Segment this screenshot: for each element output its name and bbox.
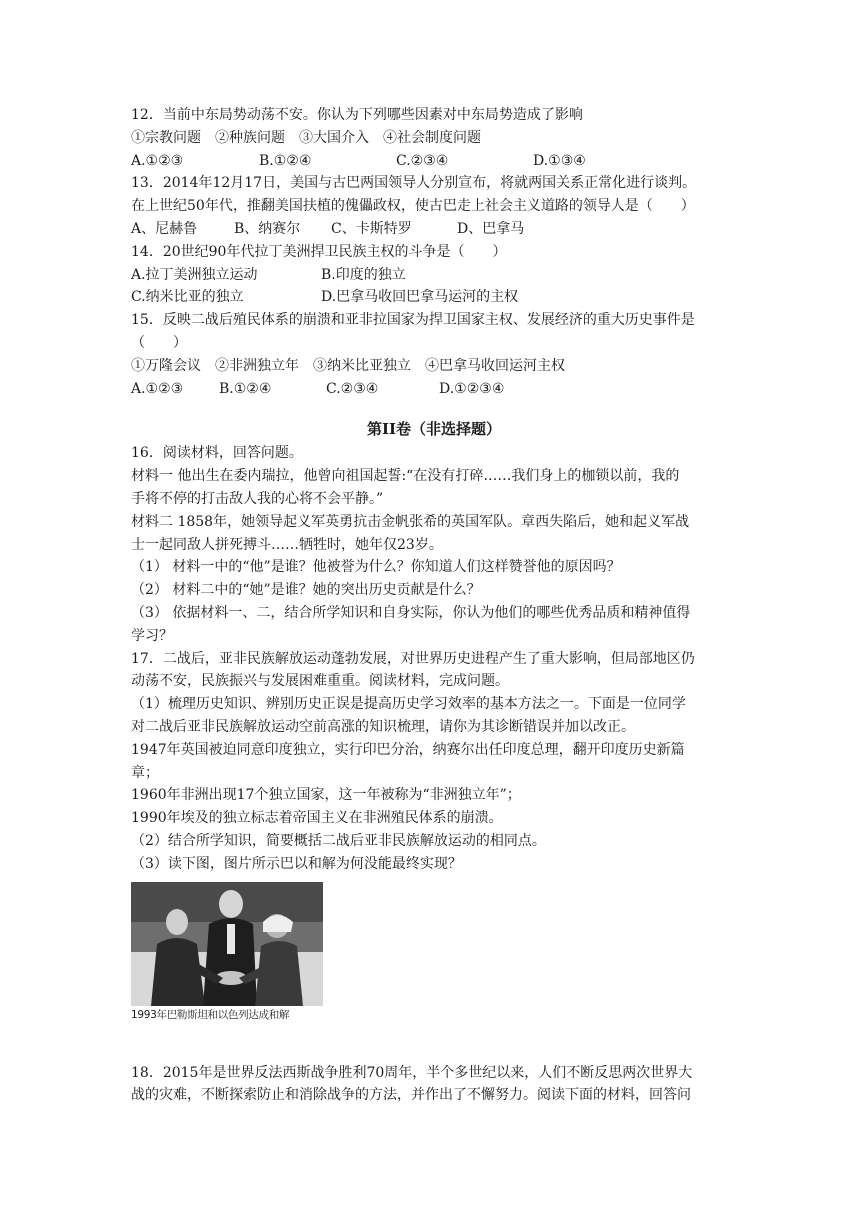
section-2-title: 第II卷（非选择题）: [366, 420, 502, 439]
question-16: [131, 442, 737, 647]
question-17-sub-2: （2）结合所学知识，简要概括二战后亚非民族解放运动的相同点。: [131, 832, 546, 849]
question-16-sub-3-line-1: （3） 依据材料一、二，结合所学知识和自身实际，你认为他们的哪些优秀品质和精神值得: [131, 604, 691, 621]
question-12-items: ①宗教问题 ②种族问题 ③大国介入 ④社会制度问题: [131, 129, 481, 146]
question-14-stem: 14．20世纪90年代拉丁美洲捍卫民族主权的斗争是（ ）: [131, 243, 507, 260]
material-1-line-1: 材料一 他出生在委内瑞拉，他曾向祖国起誓:“在没有打碎……我们身上的枷锁以前，我的: [131, 468, 680, 485]
option-a: A、尼赫鲁: [131, 220, 198, 237]
question-17-passage-1-line-2: 章；: [131, 764, 159, 781]
photo-caption: 1993年巴勒斯坦和以色列达成和解: [131, 1008, 290, 1021]
option-d: D.①③④: [533, 152, 586, 169]
question-16-sub-1: （1） 材料一中的“他”是谁？他被誉为什么？你知道人们这样赞誉他的原因吗？: [131, 559, 621, 576]
question-17-sub-3: （3）读下图，图片所示巴以和解为何没能最终实现？: [131, 855, 462, 872]
question-15-options: [131, 378, 737, 401]
historical-photo: [131, 882, 323, 1006]
option-c: C.②③④: [326, 380, 379, 397]
page-content: [131, 104, 737, 1107]
spacer: [131, 1022, 737, 1062]
question-15: [131, 309, 737, 400]
question-12-options: [131, 150, 737, 173]
question-17-line-1: 17．二战后，亚非民族解放运动蓬勃发展，对世界历史进程产生了重大影响，但局部地区仍: [131, 650, 695, 667]
question-17-passage-3: 1990年埃及的独立标志着帝国主义在非洲殖民体系的崩溃。: [131, 810, 503, 827]
question-13-line-2: 在上世纪50年代，推翻美国扶植的傀儡政权，使古巴走上社会主义道路的领导人是（ ）: [131, 198, 695, 215]
option-d: D.巴拿马收回巴拿马运河的主权: [321, 289, 519, 306]
historical-photo-block: [131, 882, 323, 1022]
material-1-line-2: 手将不停的打击敌人我的心将不会平静。”: [131, 490, 384, 507]
question-12-stem: 12．当前中东局势动荡不安。你认为下列哪些因素对中东局势造成了影响: [131, 107, 583, 123]
question-13-options: [131, 218, 737, 241]
question-16-sub-2: （2） 材料二中的“她”是谁？她的突出历史贡献是什么？: [131, 582, 481, 599]
option-d: D、巴拿马: [457, 220, 525, 237]
question-15-line-2: （ ）: [131, 334, 187, 351]
question-14-options-row-1: [131, 264, 737, 287]
question-15-items: ①万隆会议 ②非洲独立年 ③纳米比亚独立 ④巴拿马收回运河主权: [131, 357, 565, 374]
question-16-stem: 16．阅读材料，回答问题。: [131, 445, 303, 462]
option-c: C、卡斯特罗: [331, 220, 412, 237]
question-16-sub-3-line-2: 学习？: [131, 627, 173, 644]
photo-figures: [131, 882, 323, 1006]
option-b: B.印度的独立: [321, 266, 406, 283]
option-b: B、纳赛尔: [234, 220, 301, 237]
option-a: A.①②③: [131, 152, 184, 169]
material-2-line-1: 材料二 1858年，她领导起义军英勇抗击金帆张希的英国军队。章西失陷后，她和起义军战: [131, 513, 690, 530]
question-17-sub-1-line-1: （1）梳理历史知识、辨别历史正误是提高历史学习效率的基本方法之一。下面是一位同学: [131, 696, 686, 713]
option-a: A.①②③: [131, 380, 184, 397]
question-17-passage-1-line-1: 1947年英国被迫同意印度独立，实行印巴分治，纳赛尔出任印度总理，翻开印度历史新篇: [131, 741, 685, 758]
question-17-passage-2: 1960年非洲出现17个独立国家，这一年被称为“非洲独立年”；: [131, 787, 521, 804]
option-c: C.纳米比亚的独立: [131, 289, 244, 306]
question-17-line-2: 动荡不安，民族振兴与发展困难重重。阅读材料，完成问题。: [131, 673, 509, 690]
question-17-sub-1-line-2: 对二战后亚非民族解放运动空前高涨的知识梳理，请你为其诊断错误并加以改正。: [131, 718, 635, 735]
option-a: A.拉丁美洲独立运动: [131, 266, 258, 283]
question-18-line-1: 18．2015年是世界反法西斯战争胜利70周年，半个多世纪以来，人们不断反思两次世界大: [131, 1064, 693, 1081]
question-17: [131, 648, 737, 1022]
question-15-line-1: 15．反映二战后殖民体系的崩溃和亚非拉国家为捍卫国家主权、发展经济的重大历史事件是: [131, 312, 695, 329]
question-18: [131, 1062, 737, 1108]
question-13-line-1: 13．2014年12月17日，美国与古巴两国领导人分别宣布，将就两国关系正常化进行谈判。: [131, 175, 697, 192]
option-d: D.①②③④: [439, 380, 505, 397]
question-13: [131, 172, 737, 240]
question-14-options-row-2: [131, 286, 737, 309]
material-2-line-2: 士一起同敌人拼死搏斗……牺牲时，她年仅23岁。: [131, 536, 443, 553]
question-18-line-2: 战的灾难，不断探索防止和消除战争的方法，并作出了不懈努力。阅读下面的材料，回答问: [131, 1087, 691, 1104]
option-b: B.①②④: [219, 380, 272, 397]
option-c: C.②③④: [396, 152, 449, 169]
question-14: [131, 241, 737, 309]
question-12: [131, 104, 737, 172]
option-b: B.①②④: [259, 152, 312, 169]
